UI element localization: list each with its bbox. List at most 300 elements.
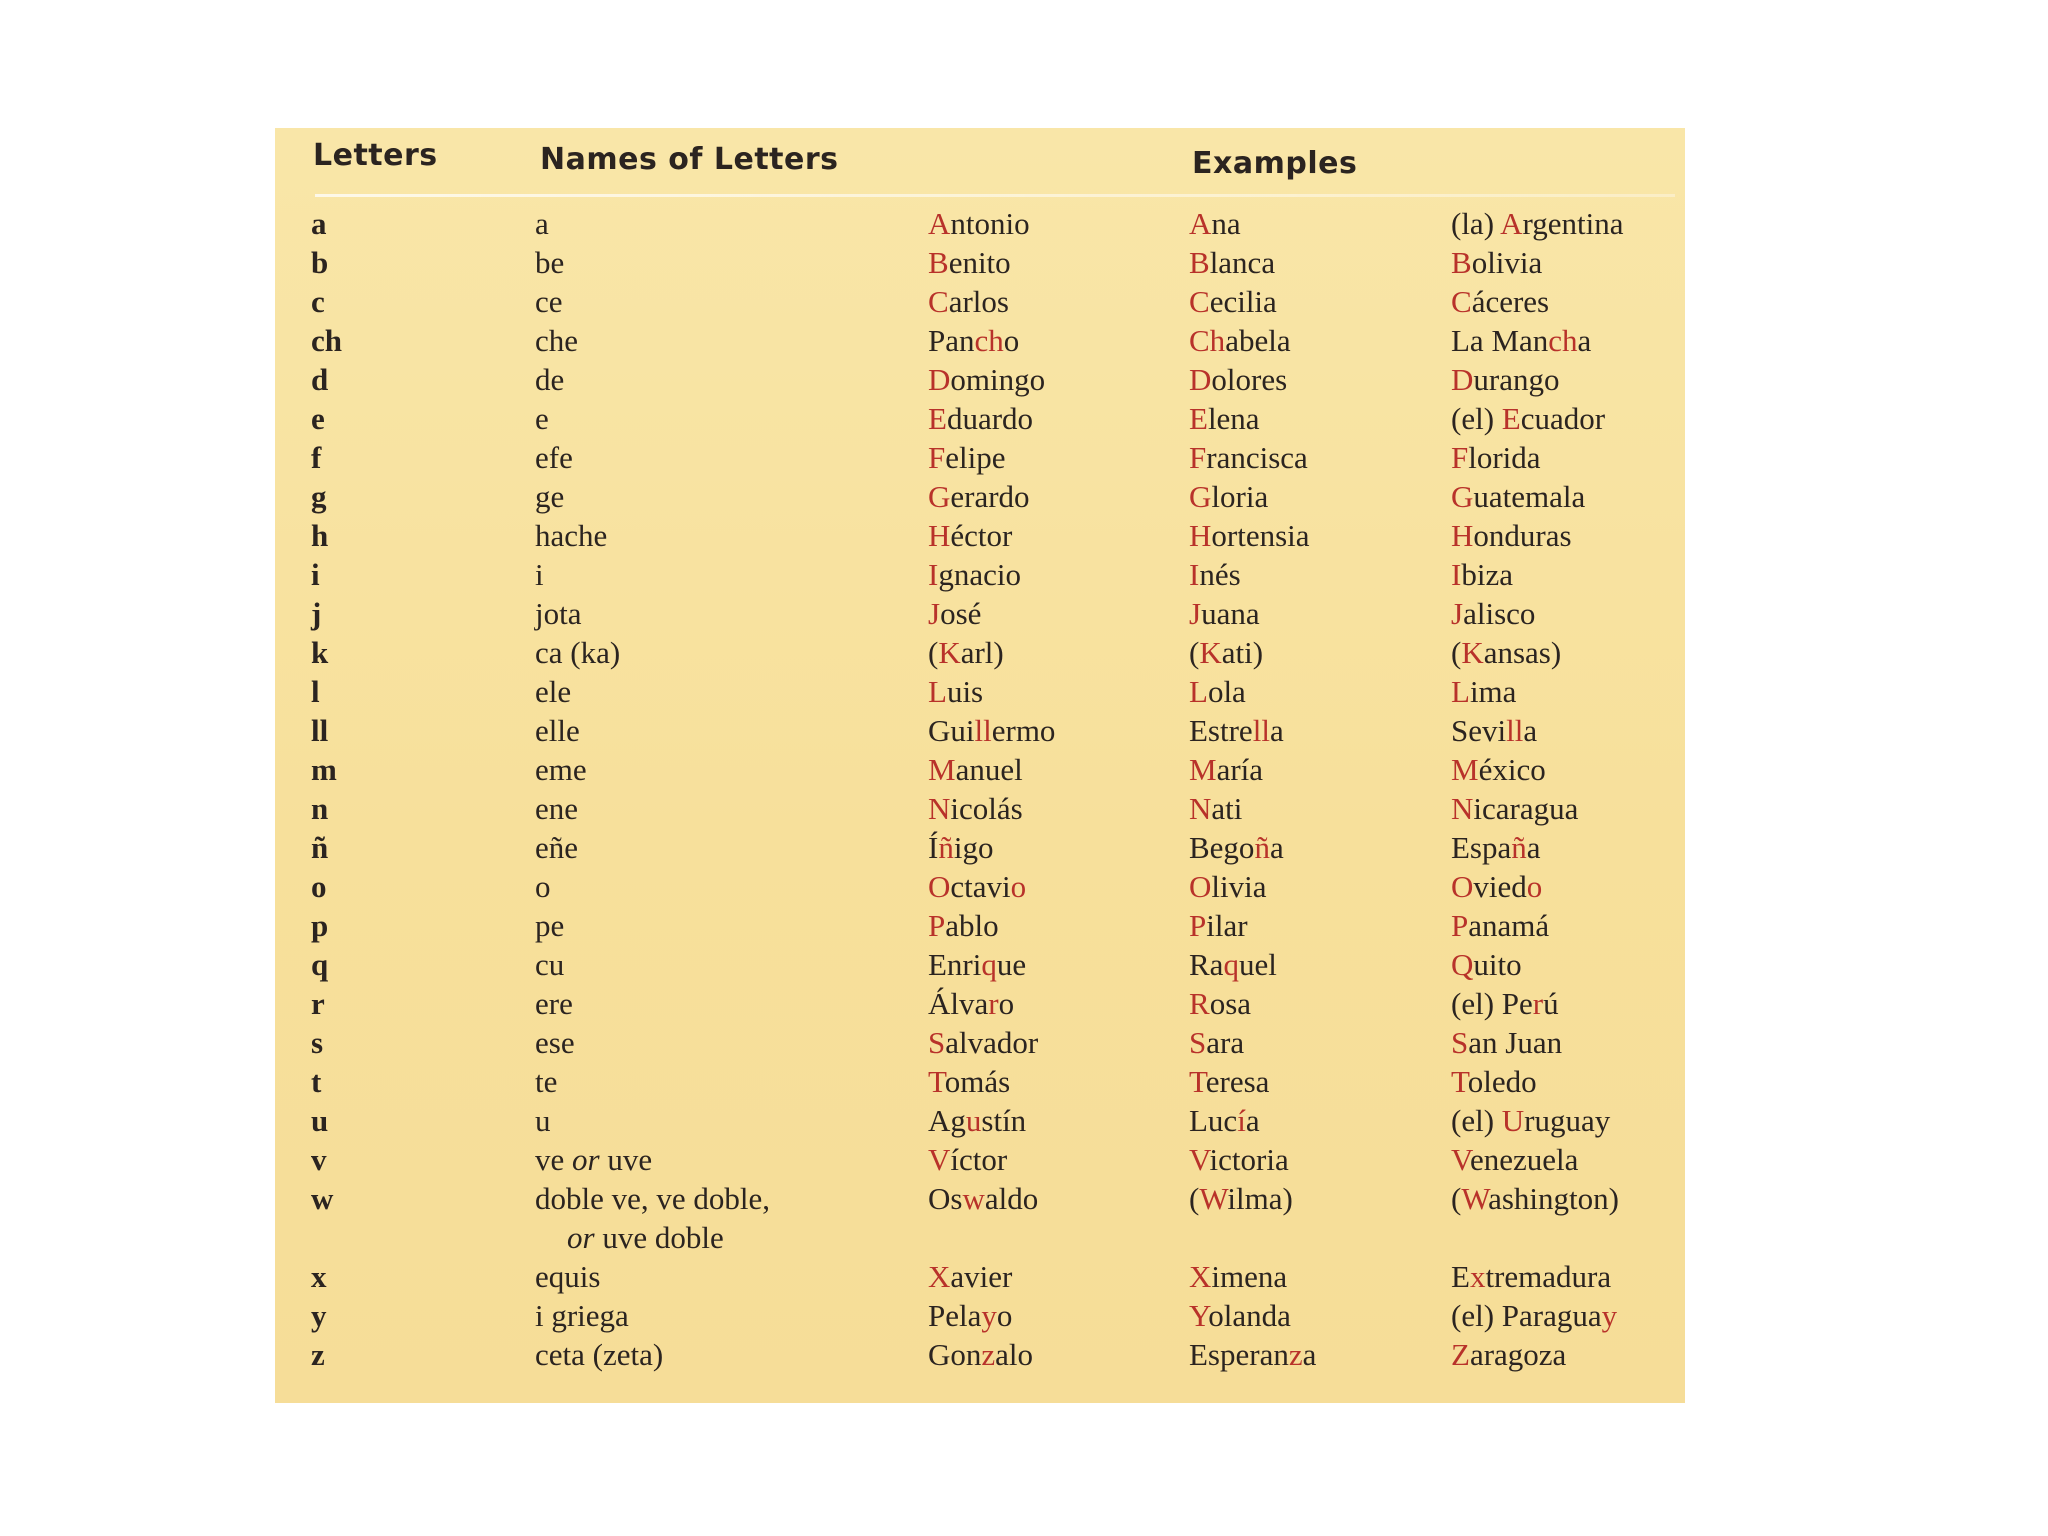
example-text: gnacio xyxy=(938,557,1021,592)
letter-cell: m xyxy=(311,752,337,787)
example-text: uana xyxy=(1201,596,1260,631)
example-text: íctor xyxy=(950,1142,1008,1177)
example-highlight: X xyxy=(1189,1259,1212,1294)
name-text: ge xyxy=(535,479,565,514)
example-highlight: q xyxy=(981,947,997,982)
example-highlight: V xyxy=(1451,1142,1470,1177)
name-text: ele xyxy=(535,674,572,709)
example-text: lanca xyxy=(1209,245,1276,280)
alphabet-page xyxy=(275,128,1685,1403)
example-cell xyxy=(1451,204,1623,243)
example-text: olivia xyxy=(1471,245,1543,280)
example-highlight: V xyxy=(928,1142,951,1177)
example-highlight: ch xyxy=(974,323,1004,358)
example-cell xyxy=(928,1296,1012,1335)
example-highlight: L xyxy=(928,674,947,709)
table-row xyxy=(275,789,1685,828)
example-text: rgentina xyxy=(1522,206,1624,241)
table-row xyxy=(275,1296,1685,1335)
example-highlight: y xyxy=(981,1298,997,1333)
example-text: elipe xyxy=(945,440,1006,475)
example-cell xyxy=(928,477,1030,516)
letter-name-cell xyxy=(535,828,578,867)
example-text: ( xyxy=(1189,635,1200,670)
example-highlight: D xyxy=(1451,362,1474,397)
example-highlight: N xyxy=(1451,791,1474,826)
example-highlight: G xyxy=(1189,479,1212,514)
example-highlight: D xyxy=(928,362,951,397)
letter-name-cell xyxy=(535,1062,557,1101)
letter-name-cell xyxy=(535,789,578,828)
example-cell xyxy=(1451,984,1559,1023)
example-cell xyxy=(1189,711,1284,750)
example-cell xyxy=(1189,1179,1293,1218)
example-text: ola xyxy=(1207,674,1246,709)
example-highlight: V xyxy=(1189,1142,1210,1177)
table-row xyxy=(275,945,1685,984)
example-text: Bego xyxy=(1189,830,1255,865)
example-text: ( xyxy=(928,635,939,670)
example-cell xyxy=(928,750,1023,789)
example-cell xyxy=(1189,1101,1260,1140)
example-text: enito xyxy=(948,245,1011,280)
example-text: livia xyxy=(1211,869,1267,904)
example-highlight: J xyxy=(1451,596,1464,631)
example-cell xyxy=(928,399,1033,438)
example-highlight: y xyxy=(1601,1298,1618,1333)
example-highlight: u xyxy=(965,1103,982,1138)
example-highlight: S xyxy=(1189,1025,1207,1060)
example-cell xyxy=(1451,1296,1617,1335)
table-row xyxy=(275,1179,1685,1257)
example-highlight: H xyxy=(928,518,951,553)
example-text: alo xyxy=(995,1337,1034,1372)
example-highlight: A xyxy=(1500,206,1523,241)
example-cell xyxy=(928,1257,1012,1296)
example-text: Gon xyxy=(928,1337,982,1372)
alphabet-table xyxy=(275,204,1685,1374)
example-text: ntonio xyxy=(950,206,1030,241)
letter-cell: k xyxy=(311,635,329,670)
example-highlight: O xyxy=(928,869,951,904)
table-row xyxy=(275,1062,1685,1101)
example-cell xyxy=(928,321,1019,360)
example-cell xyxy=(1451,1062,1537,1101)
example-text: a xyxy=(1245,1103,1260,1138)
letter-name-cell xyxy=(535,477,564,516)
letter-cell: x xyxy=(311,1259,327,1294)
letter-name-cell xyxy=(535,750,587,789)
example-text: alisco xyxy=(1463,596,1536,631)
name-text: jota xyxy=(535,596,582,631)
example-highlight: Q xyxy=(1451,947,1474,982)
example-text: a xyxy=(1269,830,1284,865)
example-text: Espa xyxy=(1451,830,1512,865)
example-cell xyxy=(1451,555,1513,594)
example-cell xyxy=(928,945,1026,984)
table-row xyxy=(275,438,1685,477)
example-highlight: L xyxy=(1189,674,1208,709)
example-text: Gui xyxy=(928,713,975,748)
example-text: aldo xyxy=(984,1181,1039,1216)
example-highlight: H xyxy=(1451,518,1474,553)
table-row xyxy=(275,204,1685,243)
name-text: ce xyxy=(535,284,563,319)
name-text: te xyxy=(535,1064,558,1099)
letter-name-cell xyxy=(535,984,573,1023)
example-highlight: q xyxy=(1223,947,1239,982)
name-continuation xyxy=(535,1218,770,1257)
name-text: ese xyxy=(535,1025,575,1060)
name-text: doble ve, ve doble, xyxy=(535,1181,771,1216)
example-cell xyxy=(1189,438,1308,477)
example-highlight: J xyxy=(1189,596,1202,631)
example-highlight: B xyxy=(1189,245,1210,280)
example-text: ansas) xyxy=(1483,635,1562,670)
example-cell xyxy=(1189,828,1284,867)
example-text: olanda xyxy=(1208,1298,1291,1333)
example-highlight: Ch xyxy=(1189,323,1226,358)
letter-cell: v xyxy=(311,1142,327,1177)
example-text: Pela xyxy=(928,1298,982,1333)
table-row xyxy=(275,672,1685,711)
example-cell xyxy=(1451,282,1549,321)
name-text: efe xyxy=(535,440,573,475)
example-text: abela xyxy=(1225,323,1291,358)
letter-name-cell xyxy=(535,1101,551,1140)
name-text: ere xyxy=(535,986,573,1021)
example-highlight: z xyxy=(1288,1337,1303,1372)
example-highlight: L xyxy=(1451,674,1470,709)
example-cell xyxy=(1451,1179,1619,1218)
example-highlight: S xyxy=(1451,1025,1469,1060)
example-cell xyxy=(1451,1257,1611,1296)
letter-cell: l xyxy=(311,674,320,709)
letter-cell: r xyxy=(311,986,325,1021)
letter-name-cell xyxy=(535,204,549,243)
example-text: urango xyxy=(1473,362,1560,397)
example-cell xyxy=(928,984,1014,1023)
name-text: ca (ka) xyxy=(535,635,621,670)
example-cell xyxy=(928,1335,1033,1374)
example-text: ilma) xyxy=(1227,1181,1293,1216)
example-text: ablo xyxy=(945,908,999,943)
example-text: icolás xyxy=(950,791,1023,826)
example-highlight: G xyxy=(928,479,951,514)
letter-cell: u xyxy=(311,1103,329,1138)
example-highlight: T xyxy=(928,1064,945,1099)
example-cell xyxy=(928,204,1030,243)
example-text: uatemala xyxy=(1473,479,1586,514)
letter-cell: f xyxy=(311,440,322,475)
example-text: ara xyxy=(1206,1025,1245,1060)
example-highlight: r xyxy=(988,986,999,1021)
table-row xyxy=(275,555,1685,594)
example-cell xyxy=(928,516,1012,555)
example-text: ashington) xyxy=(1488,1181,1619,1216)
letter-name-cell xyxy=(535,360,564,399)
example-cell xyxy=(1451,789,1578,828)
letter-cell: y xyxy=(311,1298,327,1333)
example-cell xyxy=(928,789,1023,828)
name-text: che xyxy=(535,323,579,358)
example-highlight: R xyxy=(1189,986,1210,1021)
name-text: pe xyxy=(535,908,565,943)
letter-name-cell xyxy=(535,906,564,945)
name-text: ene xyxy=(535,791,579,826)
letter-cell: w xyxy=(311,1181,334,1216)
name-text: cu xyxy=(535,947,565,982)
letter-name-cell xyxy=(535,945,564,984)
example-highlight: Y xyxy=(1189,1298,1209,1333)
table-row xyxy=(275,360,1685,399)
example-highlight: D xyxy=(1189,362,1212,397)
name-text: uve doble xyxy=(594,1220,724,1255)
letter-cell: ll xyxy=(311,713,329,748)
example-cell xyxy=(1189,1335,1316,1374)
letter-cell: q xyxy=(311,947,329,982)
letter-cell: ñ xyxy=(311,830,329,865)
letter-cell: ch xyxy=(311,323,342,358)
example-highlight: ñ xyxy=(1511,830,1527,865)
letter-name-cell xyxy=(535,243,564,282)
example-cell xyxy=(1189,360,1287,399)
name-text: e xyxy=(535,401,549,436)
example-cell xyxy=(1451,1140,1578,1179)
letter-name-cell xyxy=(535,1335,663,1374)
letter-cell: g xyxy=(311,479,327,514)
table-row xyxy=(275,282,1685,321)
example-cell xyxy=(928,360,1045,399)
example-highlight: K xyxy=(938,635,961,670)
example-cell xyxy=(1189,1140,1289,1179)
table-row xyxy=(275,1023,1685,1062)
example-text: ictoria xyxy=(1209,1142,1289,1177)
example-text: uito xyxy=(1473,947,1522,982)
example-text: rancisca xyxy=(1206,440,1308,475)
example-highlight: x xyxy=(1469,1259,1486,1294)
example-text: Pan xyxy=(928,323,975,358)
example-cell xyxy=(1189,867,1267,906)
letter-name-cell xyxy=(535,1257,600,1296)
table-row xyxy=(275,1140,1685,1179)
example-cell xyxy=(928,243,1011,282)
example-text: osa xyxy=(1209,986,1252,1021)
table-row xyxy=(275,594,1685,633)
table-row xyxy=(275,477,1685,516)
example-highlight: ñ xyxy=(938,830,954,865)
example-text: na xyxy=(1211,206,1241,241)
example-text: éxico xyxy=(1478,752,1546,787)
example-highlight: N xyxy=(1189,791,1212,826)
name-text: i griega xyxy=(535,1298,629,1333)
example-text: La Man xyxy=(1451,323,1549,358)
example-cell xyxy=(1451,672,1516,711)
example-text: Álva xyxy=(928,986,989,1021)
example-text: ima xyxy=(1469,674,1517,709)
example-text: Os xyxy=(928,1181,963,1216)
letter-cell: s xyxy=(311,1025,324,1060)
letter-cell: i xyxy=(311,557,320,592)
example-text: (la) xyxy=(1451,206,1501,241)
example-highlight: ch xyxy=(1548,323,1578,358)
example-highlight: ñ xyxy=(1254,830,1270,865)
name-text: hache xyxy=(535,518,608,553)
example-highlight: ll xyxy=(1506,713,1524,748)
example-highlight: K xyxy=(1461,635,1484,670)
example-text: áceres xyxy=(1471,284,1550,319)
example-cell xyxy=(1189,1296,1291,1335)
letter-name-cell xyxy=(535,672,571,711)
example-highlight: Z xyxy=(1451,1337,1470,1372)
example-text: arlos xyxy=(948,284,1009,319)
example-cell xyxy=(928,1062,1010,1101)
example-cell xyxy=(1189,906,1248,945)
example-text: anamá xyxy=(1468,908,1550,943)
example-text: igo xyxy=(953,830,994,865)
name-text: eme xyxy=(535,752,587,787)
name-text: de xyxy=(535,362,565,397)
header-names-of-letters: Names of Letters xyxy=(540,142,839,177)
example-text: oledo xyxy=(1467,1064,1537,1099)
table-row xyxy=(275,1335,1685,1374)
example-highlight: C xyxy=(928,284,949,319)
letter-cell: c xyxy=(311,284,325,319)
table-row xyxy=(275,633,1685,672)
example-text: erardo xyxy=(950,479,1030,514)
example-cell xyxy=(928,438,1006,477)
example-text: ú xyxy=(1543,986,1559,1021)
example-cell xyxy=(1451,594,1535,633)
example-text: tremadura xyxy=(1485,1259,1612,1294)
example-text: ecilia xyxy=(1209,284,1277,319)
table-row xyxy=(275,867,1685,906)
letter-cell: b xyxy=(311,245,329,280)
example-highlight: B xyxy=(928,245,949,280)
example-cell xyxy=(1451,399,1605,438)
example-text: cuador xyxy=(1520,401,1606,436)
example-text: (el) xyxy=(1451,401,1502,436)
example-text: lena xyxy=(1207,401,1260,436)
example-cell xyxy=(1451,711,1537,750)
example-cell xyxy=(1189,321,1291,360)
letter-name-cell xyxy=(535,1023,575,1062)
example-text: ( xyxy=(1189,1181,1200,1216)
example-highlight: W xyxy=(1199,1181,1228,1216)
example-highlight: B xyxy=(1451,245,1472,280)
letter-cell: z xyxy=(311,1337,325,1372)
example-highlight: U xyxy=(1501,1103,1525,1138)
example-text: imena xyxy=(1211,1259,1288,1294)
name-text: ceta (zeta) xyxy=(535,1337,664,1372)
table-row xyxy=(275,399,1685,438)
name-text: eñe xyxy=(535,830,579,865)
example-text: (el) Paragua xyxy=(1451,1298,1602,1333)
example-cell xyxy=(1451,828,1541,867)
example-text: ue xyxy=(996,947,1027,982)
example-cell xyxy=(1189,594,1260,633)
name-text: o xyxy=(535,869,551,904)
example-cell xyxy=(1451,906,1549,945)
example-text: enezuela xyxy=(1469,1142,1579,1177)
example-text: vied xyxy=(1473,869,1527,904)
example-cell xyxy=(1189,633,1263,672)
example-cell xyxy=(1189,945,1277,984)
example-text: a xyxy=(1302,1337,1317,1372)
name-or: or xyxy=(572,1142,600,1177)
example-text: loria xyxy=(1211,479,1269,514)
example-text: éctor xyxy=(950,518,1013,553)
example-text: uis xyxy=(946,674,984,709)
example-cell xyxy=(1189,204,1241,243)
example-highlight: T xyxy=(1451,1064,1468,1099)
letter-name-cell xyxy=(535,633,620,672)
example-highlight: E xyxy=(928,401,947,436)
example-cell xyxy=(1451,867,1542,906)
example-text: ruguay xyxy=(1524,1103,1611,1138)
example-cell xyxy=(1451,633,1561,672)
letter-name-cell xyxy=(535,282,563,321)
example-highlight: ll xyxy=(974,713,992,748)
letter-cell: t xyxy=(311,1064,322,1099)
letter-name-cell xyxy=(535,711,580,750)
example-text: ati xyxy=(1211,791,1243,826)
example-highlight: A xyxy=(928,206,951,241)
example-cell xyxy=(1189,399,1260,438)
example-cell xyxy=(1451,1335,1566,1374)
example-text: eresa xyxy=(1205,1064,1270,1099)
example-text: a xyxy=(1526,830,1541,865)
example-cell xyxy=(928,867,1026,906)
letter-name-cell xyxy=(535,516,607,555)
name-text: i xyxy=(535,557,544,592)
table-row xyxy=(275,243,1685,282)
example-text: ermo xyxy=(991,713,1056,748)
example-highlight: A xyxy=(1189,206,1212,241)
example-text: Luc xyxy=(1189,1103,1238,1138)
example-text: biza xyxy=(1461,557,1513,592)
example-cell xyxy=(1189,477,1268,516)
table-row xyxy=(275,711,1685,750)
name-text: equis xyxy=(535,1259,601,1294)
name-text: be xyxy=(535,245,565,280)
example-cell xyxy=(928,282,1009,321)
example-cell xyxy=(928,633,1004,672)
example-cell xyxy=(1189,1062,1269,1101)
name-or: or xyxy=(567,1220,595,1255)
letter-name-cell xyxy=(535,1140,652,1179)
example-highlight: C xyxy=(1451,284,1472,319)
example-highlight: E xyxy=(1189,401,1208,436)
letter-cell: o xyxy=(311,869,327,904)
table-row xyxy=(275,1257,1685,1296)
letter-name-cell xyxy=(535,867,551,906)
letter-name-cell xyxy=(535,1179,770,1257)
example-cell xyxy=(1189,555,1241,594)
example-text: nés xyxy=(1199,557,1241,592)
example-cell xyxy=(1189,1257,1287,1296)
example-highlight: P xyxy=(928,908,946,943)
example-highlight: T xyxy=(1189,1064,1206,1099)
example-highlight: í xyxy=(1237,1103,1246,1138)
example-highlight: G xyxy=(1451,479,1474,514)
example-cell xyxy=(928,906,999,945)
example-highlight: E xyxy=(1501,401,1521,436)
example-text: Esperan xyxy=(1189,1337,1289,1372)
example-cell xyxy=(1451,1023,1562,1062)
table-row xyxy=(275,516,1685,555)
example-cell xyxy=(928,1179,1038,1218)
